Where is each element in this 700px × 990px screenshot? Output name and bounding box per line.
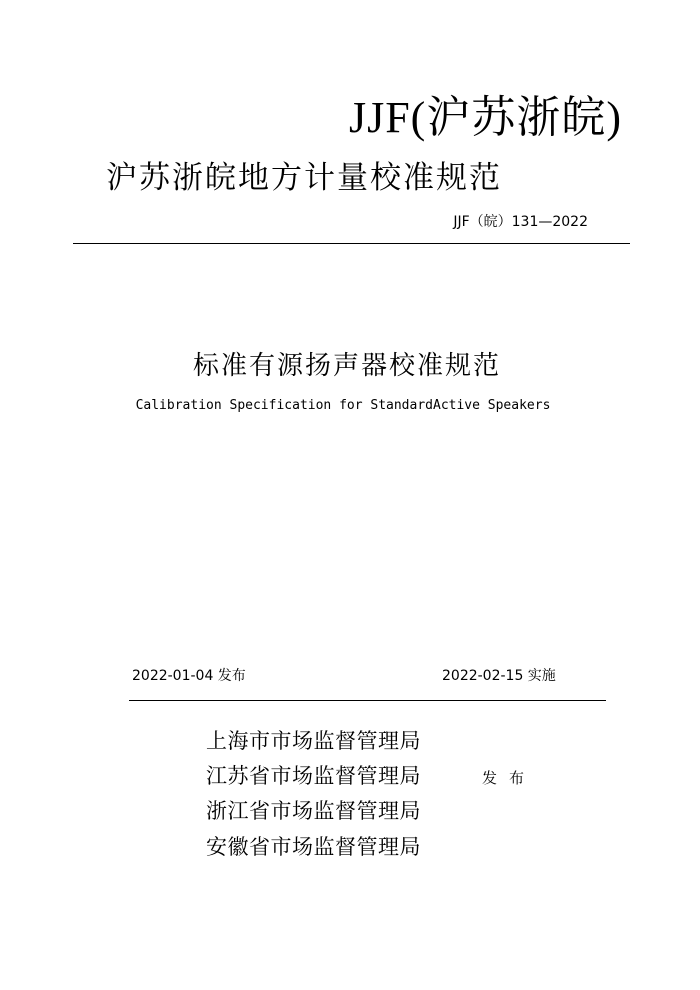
header-divider (73, 243, 630, 244)
effective-date: 2022-02-15 实施 (442, 668, 556, 684)
publishing-authority: 浙江省市场监督管理局 (206, 799, 421, 823)
publishing-authority: 安徽省市场监督管理局 (206, 835, 421, 859)
series-code: JJF(沪苏浙皖) (348, 93, 622, 142)
standard-number: JJF（皖）131—2022 (453, 214, 588, 230)
publish-label: 发布 (482, 769, 537, 787)
publishing-authority: 上海市市场监督管理局 (206, 729, 421, 753)
document-title-english: Calibration Specification for StandardActive Speakers (135, 398, 551, 413)
date-divider (129, 700, 606, 701)
publishing-authority: 江苏省市场监督管理局 (206, 764, 421, 788)
document-title-chinese: 标准有源扬声器校准规范 (192, 351, 501, 381)
issue-date: 2022-01-04 发布 (132, 668, 246, 684)
series-name: 沪苏浙皖地方计量校准规范 (106, 160, 502, 196)
